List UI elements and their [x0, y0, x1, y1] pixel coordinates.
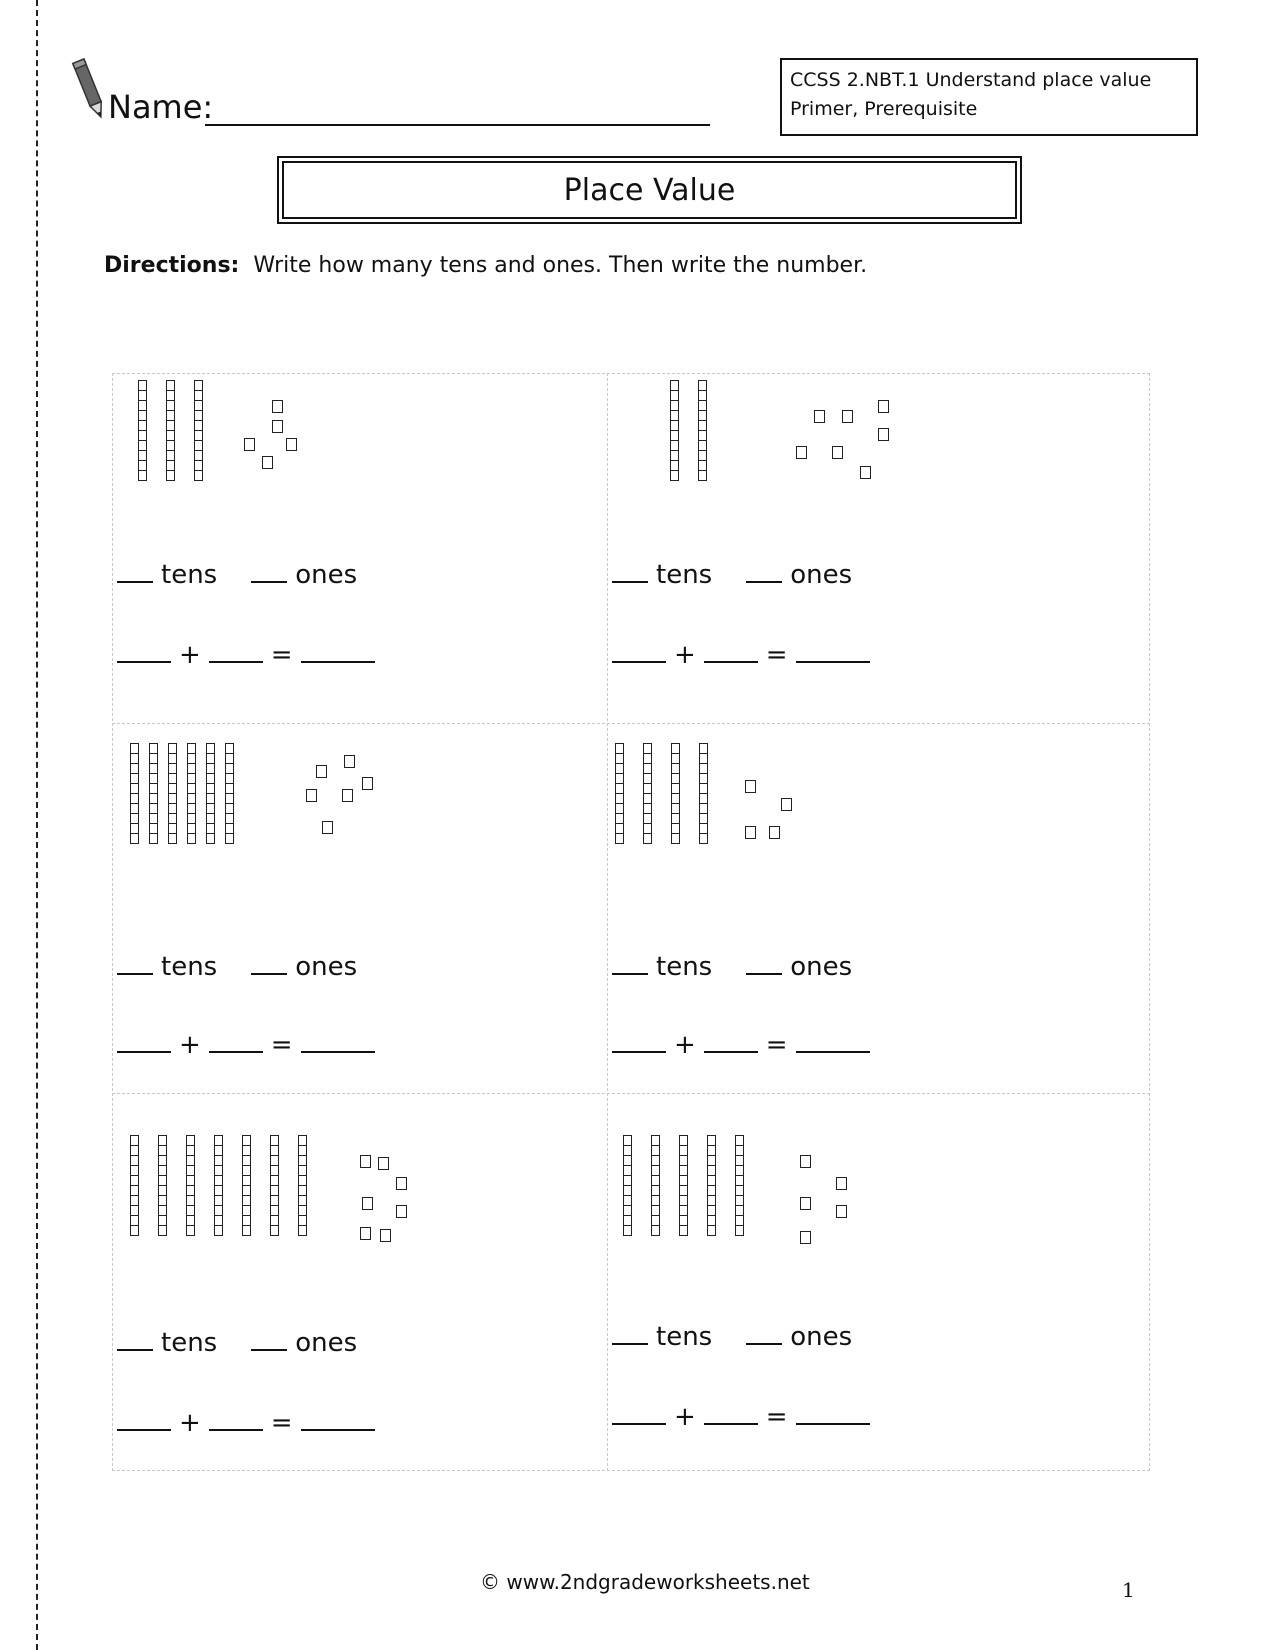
ones-value-blank[interactable] — [704, 1050, 758, 1053]
ten-rod — [707, 1135, 716, 1235]
standard-code: CCSS 2.NBT.1 Understand place value — [790, 69, 1152, 91]
rod-unit — [671, 833, 680, 844]
rod-unit — [138, 470, 147, 481]
ten-rod — [643, 743, 652, 843]
ten-rod — [298, 1135, 307, 1235]
ten-rod — [214, 1135, 223, 1235]
equals-sign: = — [765, 640, 788, 670]
grid-divider-row-1 — [112, 723, 1150, 724]
plus-sign: + — [674, 1402, 696, 1432]
one-cube — [745, 826, 756, 839]
plus-sign: + — [674, 1030, 696, 1060]
rod-unit — [735, 1225, 744, 1236]
tens-blank[interactable] — [117, 580, 153, 583]
ten-rod — [670, 380, 679, 480]
page-title: Place Value — [282, 161, 1017, 219]
number-blank[interactable] — [301, 1428, 375, 1431]
tens-ones-line — [117, 952, 357, 982]
ones-value-blank[interactable] — [704, 1422, 758, 1425]
rod-unit — [168, 833, 177, 844]
ten-rod — [187, 743, 196, 843]
equation-line — [612, 1030, 870, 1060]
name-label: Name: — [108, 88, 214, 126]
tens-label: tens — [161, 560, 218, 590]
one-cube — [362, 1197, 373, 1210]
tens-label: tens — [161, 952, 218, 982]
one-cube — [842, 410, 853, 423]
tens-blank[interactable] — [612, 1342, 648, 1345]
ones-label: ones — [295, 952, 358, 982]
tens-label: tens — [656, 952, 713, 982]
one-cube — [342, 789, 353, 802]
ten-rod — [225, 743, 234, 843]
rod-unit — [270, 1225, 279, 1236]
one-cube — [860, 466, 871, 479]
tens-blank[interactable] — [117, 972, 153, 975]
ten-rod — [158, 1135, 167, 1235]
ten-rod — [242, 1135, 251, 1235]
problem-grid — [112, 373, 1150, 1471]
equals-sign: = — [765, 1030, 788, 1060]
rod-unit — [214, 1225, 223, 1236]
rod-unit — [149, 833, 158, 844]
one-cube — [344, 755, 355, 768]
equation-line — [117, 640, 375, 670]
tens-ones-line — [612, 952, 852, 982]
number-blank[interactable] — [301, 660, 375, 663]
plus-sign: + — [179, 640, 201, 670]
ten-rod — [679, 1135, 688, 1235]
tens-value-blank[interactable] — [612, 660, 666, 663]
directions-text: Write how many tens and ones. Then write the number. — [253, 253, 868, 278]
tens-ones-line — [612, 560, 852, 590]
one-cube — [836, 1177, 847, 1190]
number-blank[interactable] — [796, 1422, 870, 1425]
rod-unit — [130, 833, 139, 844]
plus-sign: + — [179, 1408, 201, 1438]
rod-unit — [615, 833, 624, 844]
one-cube — [362, 777, 373, 790]
one-cube — [322, 821, 333, 834]
number-blank[interactable] — [796, 660, 870, 663]
one-cube — [796, 446, 807, 459]
ten-rod — [735, 1135, 744, 1235]
rod-unit — [206, 833, 215, 844]
tens-value-blank[interactable] — [612, 1422, 666, 1425]
one-cube — [832, 446, 843, 459]
one-cube — [814, 410, 825, 423]
standard-level: Primer, Prerequisite — [790, 98, 978, 120]
one-cube — [272, 420, 283, 433]
equation-line — [117, 1408, 375, 1438]
page-number: 1 — [1122, 1578, 1135, 1602]
one-cube — [286, 438, 297, 451]
one-cube — [360, 1155, 371, 1168]
ten-rod — [130, 1135, 139, 1235]
ones-value-blank[interactable] — [209, 1050, 263, 1053]
ones-label: ones — [790, 560, 853, 590]
directions — [104, 253, 867, 278]
rod-unit — [187, 833, 196, 844]
one-cube — [878, 400, 889, 413]
rod-unit — [623, 1225, 632, 1236]
one-cube — [769, 826, 780, 839]
tens-value-blank[interactable] — [612, 1050, 666, 1053]
one-cube — [378, 1157, 389, 1170]
equals-sign: = — [270, 1030, 293, 1060]
number-blank[interactable] — [301, 1050, 375, 1053]
rod-unit — [186, 1225, 195, 1236]
ten-rod — [130, 743, 139, 843]
ones-value-blank[interactable] — [209, 660, 263, 663]
ten-rod — [168, 743, 177, 843]
ones-value-blank[interactable] — [209, 1428, 263, 1431]
ones-blank[interactable] — [746, 972, 782, 975]
one-cube — [781, 798, 792, 811]
tens-blank[interactable] — [117, 1348, 153, 1351]
ones-label: ones — [790, 1322, 853, 1352]
tens-value-blank[interactable] — [117, 1428, 171, 1431]
copyright-footer: © www.2ndgradeworksheets.net — [480, 1570, 810, 1594]
ones-blank[interactable] — [746, 1342, 782, 1345]
ten-rod — [698, 380, 707, 480]
grid-divider-vertical — [607, 373, 608, 1471]
one-cube — [396, 1177, 407, 1190]
rod-unit — [698, 470, 707, 481]
ones-label: ones — [790, 952, 853, 982]
directions-label: Directions: — [104, 253, 240, 278]
tens-value-blank[interactable] — [117, 660, 171, 663]
one-cube — [244, 438, 255, 451]
one-cube — [396, 1205, 407, 1218]
one-cube — [262, 456, 273, 469]
tens-label: tens — [161, 1328, 218, 1358]
tens-value-blank[interactable] — [117, 1050, 171, 1053]
tens-label: tens — [656, 1322, 713, 1352]
ten-rod — [194, 380, 203, 480]
ones-label: ones — [295, 1328, 358, 1358]
rod-unit — [225, 833, 234, 844]
rod-unit — [699, 833, 708, 844]
ones-blank[interactable] — [251, 580, 287, 583]
rod-unit — [194, 470, 203, 481]
pencil-icon — [70, 55, 110, 125]
one-cube — [878, 428, 889, 441]
equation-line — [612, 640, 870, 670]
ten-rod — [166, 380, 175, 480]
one-cube — [800, 1197, 811, 1210]
ten-rod — [623, 1135, 632, 1235]
rod-unit — [643, 833, 652, 844]
one-cube — [316, 765, 327, 778]
one-cube — [272, 400, 283, 413]
ones-blank[interactable] — [746, 580, 782, 583]
equation-line — [612, 1402, 870, 1432]
one-cube — [800, 1155, 811, 1168]
ones-label: ones — [295, 560, 358, 590]
plus-sign: + — [179, 1030, 201, 1060]
one-cube — [745, 780, 756, 793]
ten-rod — [138, 380, 147, 480]
rod-unit — [679, 1225, 688, 1236]
ten-rod — [206, 743, 215, 843]
ten-rod — [671, 743, 680, 843]
tens-ones-line — [612, 1322, 852, 1352]
one-cube — [836, 1205, 847, 1218]
ones-blank[interactable] — [251, 1348, 287, 1351]
title-box — [277, 156, 1022, 224]
rod-unit — [298, 1225, 307, 1236]
cut-margin-line — [36, 0, 38, 1650]
one-cube — [380, 1229, 391, 1242]
ones-value-blank[interactable] — [704, 660, 758, 663]
tens-ones-line — [117, 1328, 357, 1358]
equals-sign: = — [765, 1402, 788, 1432]
rod-unit — [158, 1225, 167, 1236]
one-cube — [306, 789, 317, 802]
rod-unit — [670, 470, 679, 481]
rod-unit — [707, 1225, 716, 1236]
tens-label: tens — [656, 560, 713, 590]
equation-line — [117, 1030, 375, 1060]
ten-rod — [149, 743, 158, 843]
equals-sign: = — [270, 1408, 293, 1438]
name-input-line[interactable] — [205, 124, 710, 126]
tens-ones-line — [117, 560, 357, 590]
ten-rod — [615, 743, 624, 843]
ones-blank[interactable] — [251, 972, 287, 975]
one-cube — [360, 1227, 371, 1240]
rod-unit — [651, 1225, 660, 1236]
tens-blank[interactable] — [612, 580, 648, 583]
ten-rod — [186, 1135, 195, 1235]
equals-sign: = — [270, 640, 293, 670]
number-blank[interactable] — [796, 1050, 870, 1053]
tens-blank[interactable] — [612, 972, 648, 975]
standard-box — [780, 58, 1198, 136]
rod-unit — [130, 1225, 139, 1236]
ten-rod — [270, 1135, 279, 1235]
ten-rod — [699, 743, 708, 843]
rod-unit — [166, 470, 175, 481]
plus-sign: + — [674, 640, 696, 670]
one-cube — [800, 1231, 811, 1244]
rod-unit — [242, 1225, 251, 1236]
grid-divider-row-2 — [112, 1093, 1150, 1094]
ten-rod — [651, 1135, 660, 1235]
